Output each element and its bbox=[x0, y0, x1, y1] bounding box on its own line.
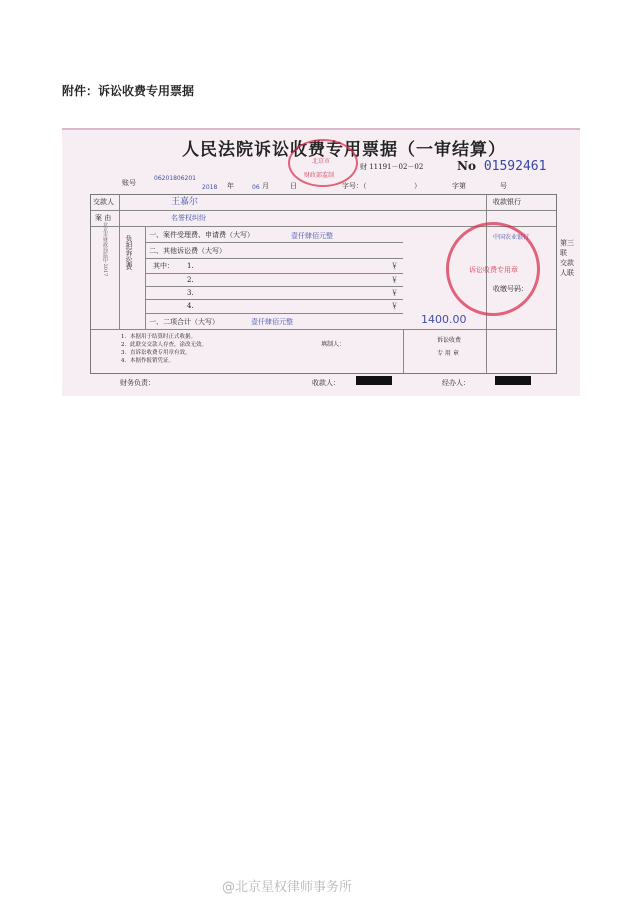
case-close: ） bbox=[414, 182, 421, 190]
sub-item-1: 1. bbox=[187, 262, 194, 270]
bank-value: 中国农业银行 bbox=[493, 234, 530, 241]
receipt-code-label: 收缴号码： bbox=[493, 285, 528, 293]
year-value: 2018 bbox=[202, 184, 218, 191]
yen-1: ￥ bbox=[391, 262, 398, 270]
handler-label: 经办人： bbox=[442, 379, 470, 387]
payer-label: 交款人 bbox=[93, 198, 114, 206]
handler-redaction bbox=[495, 376, 531, 385]
payer-value: 王嘉尔 bbox=[171, 197, 199, 207]
finance-code: 财 11191－02－02 bbox=[360, 163, 424, 171]
note-3: 3．直诉讼收费专用章有效。 bbox=[121, 350, 191, 356]
item1-value: 壹仟肆佰元整 bbox=[291, 232, 333, 240]
case-word: 字号：（ bbox=[342, 182, 367, 190]
watermark: @北京星权律师事务所 bbox=[222, 880, 353, 895]
item1-label: 一、案件受理费、申请费（大写） bbox=[149, 231, 254, 239]
total-label: 一、二项合计（大写） bbox=[149, 318, 219, 326]
case-num-unit: 号 bbox=[500, 182, 507, 190]
seal-label-1: 诉讼收费 bbox=[437, 337, 462, 344]
yen-3: ￥ bbox=[391, 289, 398, 297]
note-4: 4．本据作报销凭证。 bbox=[121, 358, 174, 364]
note-2: 2．此联交交款人存查，涂改无效。 bbox=[121, 342, 208, 348]
total-value: 壹仟肆佰元整 bbox=[251, 318, 293, 326]
sub-item-3: 3. bbox=[187, 289, 194, 297]
note-1: 1．本据用于结算时正式收据。 bbox=[121, 334, 197, 340]
case-num-label: 字第 bbox=[452, 182, 466, 190]
item2-label: 二、其他诉讼费（大写） bbox=[149, 247, 226, 255]
court-seal-text: 诉讼收费专用章 bbox=[469, 266, 518, 274]
total-amount: 1400.00 bbox=[421, 313, 467, 326]
bank-label: 收款银行 bbox=[493, 198, 521, 206]
payee-redaction bbox=[356, 376, 392, 385]
filler-label: 填制人： bbox=[321, 341, 346, 348]
side-label: 北京市财政局监印·2017 bbox=[102, 222, 108, 277]
sub-item-2: 2. bbox=[187, 276, 194, 284]
serial-number: 01592461 bbox=[483, 159, 547, 174]
seal-bottom: 财政部监制 bbox=[304, 172, 335, 179]
month-unit: 月 bbox=[262, 182, 269, 190]
month-value: 06 bbox=[252, 184, 260, 191]
year-unit: 年 bbox=[227, 182, 234, 190]
account-label: 账号 bbox=[122, 179, 136, 187]
payee-label: 收款人： bbox=[312, 379, 340, 387]
serial-label: No bbox=[457, 159, 476, 173]
day-unit: 日 bbox=[290, 182, 297, 190]
serial-number-group bbox=[457, 159, 546, 174]
cause-label: 案 由 bbox=[95, 214, 112, 222]
receipt-title: 人民法院诉讼收费专用票据（一审结算） bbox=[182, 140, 506, 160]
seal-label-2: 专 用 章 bbox=[437, 350, 459, 357]
seal-city: 北京市 bbox=[312, 158, 331, 165]
finance-seal bbox=[288, 139, 358, 187]
copy-label: 第三联 交款人联 bbox=[560, 239, 574, 277]
yen-4: ￥ bbox=[391, 302, 398, 310]
yen-2: ￥ bbox=[391, 276, 398, 284]
finance-head-label: 财务负责： bbox=[120, 379, 155, 387]
sub-label: 其中： bbox=[153, 262, 174, 270]
sub-item-4: 4. bbox=[187, 302, 194, 310]
litigation-fee-receipt bbox=[62, 128, 580, 396]
account-value: 06201806201 bbox=[154, 175, 196, 182]
burden-label: 负担诉讼费 bbox=[125, 235, 133, 270]
page-heading: 附件：诉讼收费专用票据 bbox=[62, 84, 195, 98]
cause-value: 名誉权纠纷 bbox=[171, 214, 206, 222]
court-fee-seal bbox=[446, 222, 540, 316]
